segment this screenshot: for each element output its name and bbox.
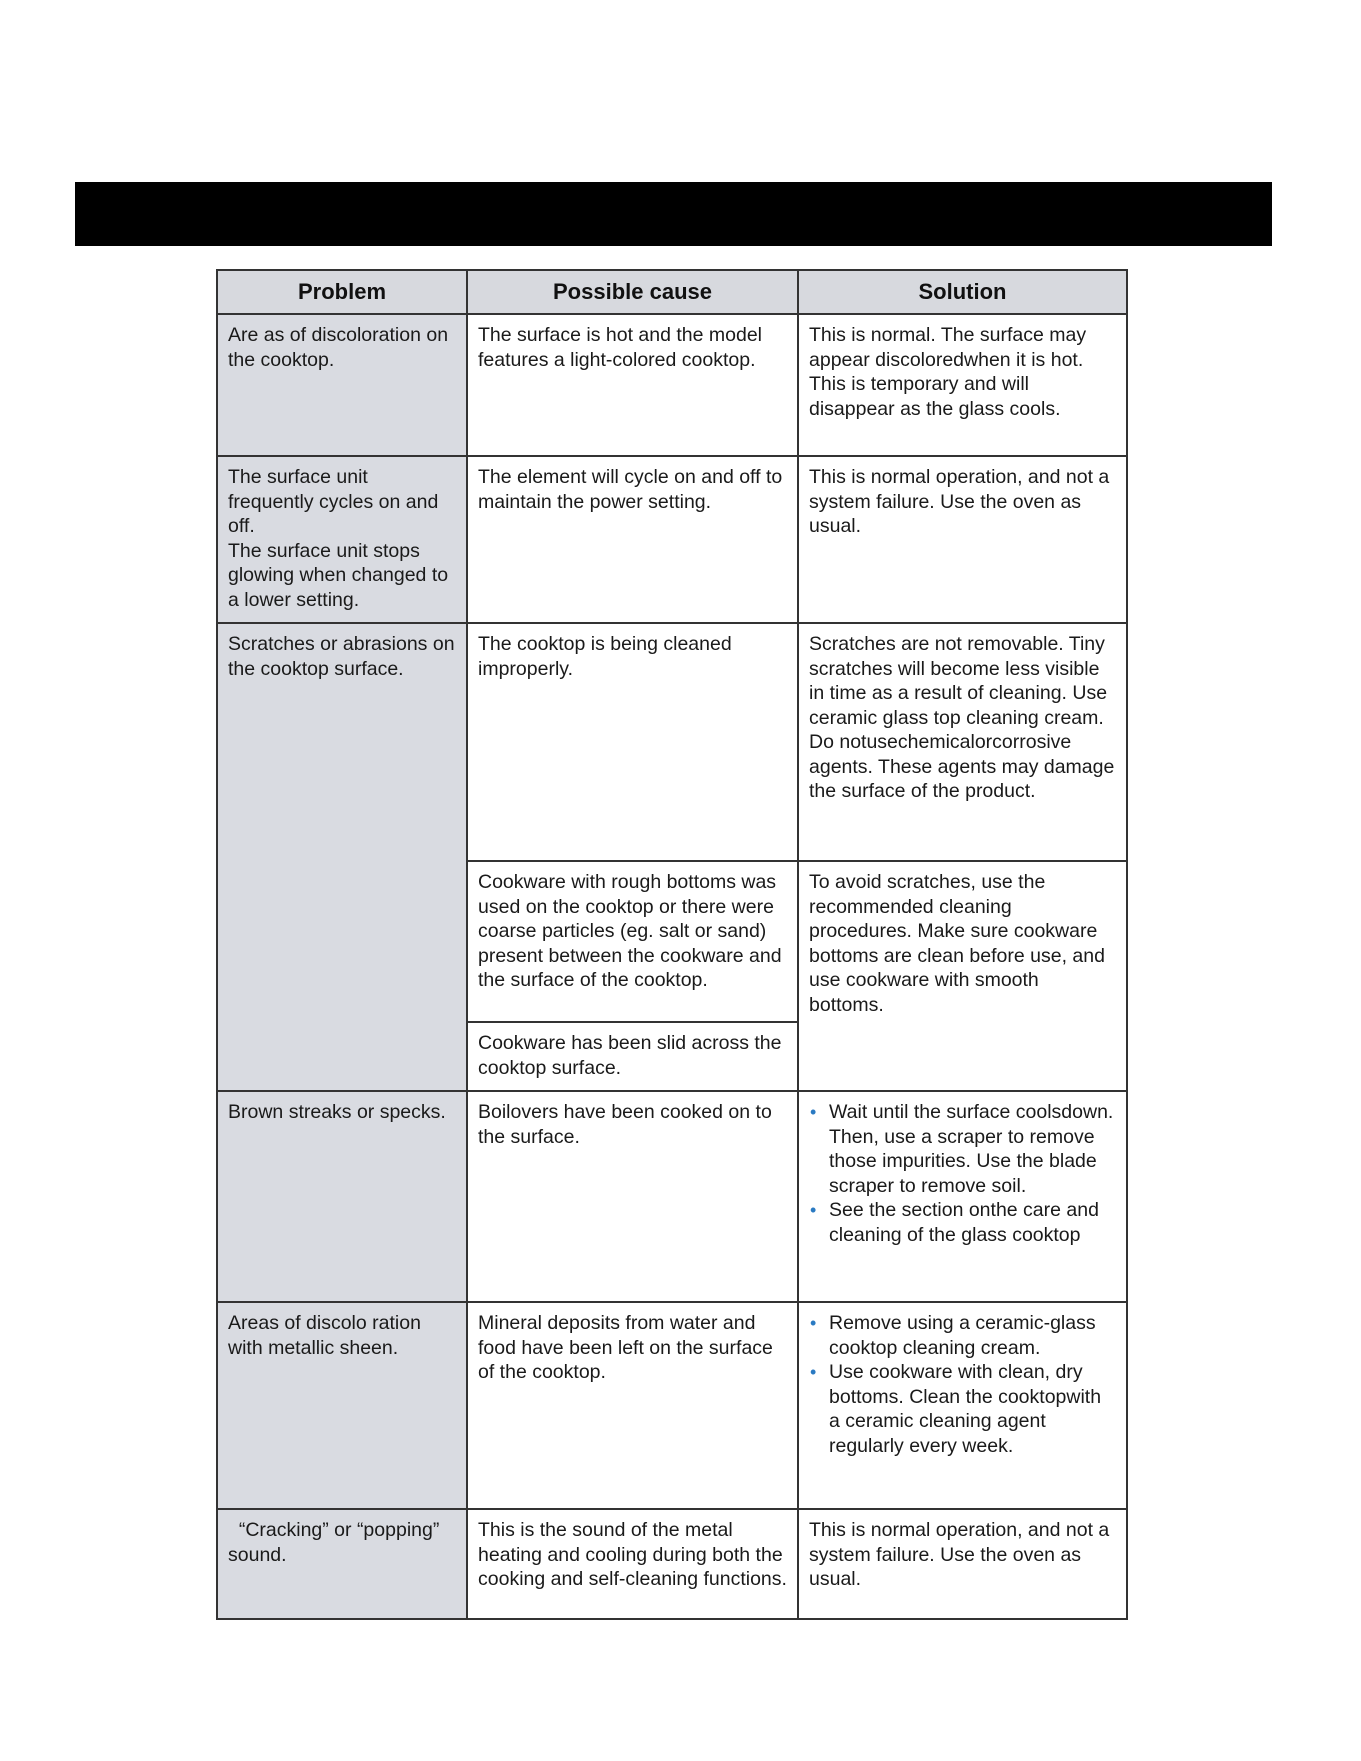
cause-cell: Cookware has been slid across the cooktop surface. bbox=[467, 1022, 798, 1091]
bullet-dot-icon: • bbox=[810, 1313, 817, 1333]
solution-bullet-list bbox=[809, 1311, 1117, 1458]
table-row bbox=[217, 623, 1127, 861]
table-row bbox=[217, 1509, 1127, 1619]
solution-bullet bbox=[809, 1198, 1117, 1247]
troubleshooting-table bbox=[216, 269, 1128, 1620]
problem-cell: Areas of discolo ration with metallic sheen. bbox=[217, 1302, 467, 1509]
cause-cell: Mineral deposits from water and food have been left on the surface of the cooktop. bbox=[467, 1302, 798, 1509]
section-header-bar bbox=[75, 182, 1272, 246]
cause-cell: The element will cycle on and off to maintain the power setting. bbox=[467, 456, 798, 623]
bullet-text: Use cookware with clean, dry bottoms. Clean the cooktopwith a ceramic cleaning agent regularly every week. bbox=[829, 1361, 1102, 1457]
solution-cell: Scratches are not removable. Tiny scratches will become less visible in time as a result of cleaning. Use ceramic glass top cleaning cream. Do notusechemicalorcorrosive agents. These agents may damage the surface of the product. bbox=[798, 623, 1127, 861]
cause-cell: Boilovers have been cooked on to the surface. bbox=[467, 1091, 798, 1302]
solution-bullet bbox=[809, 1360, 1117, 1458]
solution-bullet-list bbox=[809, 1100, 1117, 1247]
table-header-row bbox=[217, 270, 1127, 314]
solution-cell bbox=[798, 1091, 1127, 1302]
problem-line: The surface unit stops glowing when changed to a lower setting. bbox=[228, 539, 449, 611]
table-row bbox=[217, 456, 1127, 623]
cause-cell: Cookware with rough bottoms was used on the cooktop or there were coarse particles (eg. salt or sand) present between the cookware and the surface of the cooktop. bbox=[467, 861, 798, 1022]
bullet-text: See the section onthe care and cleaning of the glass cooktop bbox=[829, 1199, 1099, 1246]
bullet-dot-icon: • bbox=[810, 1362, 817, 1382]
bullet-dot-icon: • bbox=[810, 1200, 817, 1220]
solution-cell: This is normal operation, and not a system failure. Use the oven as usual. bbox=[798, 1509, 1127, 1619]
cause-cell: This is the sound of the metal heating and cooling during both the cooking and self-cleaning functions. bbox=[467, 1509, 798, 1619]
header-problem: Problem bbox=[217, 270, 467, 314]
solution-cell bbox=[798, 1302, 1127, 1509]
table-row bbox=[217, 1302, 1127, 1509]
solution-cell: This is normal operation, and not a system failure. Use the oven as usual. bbox=[798, 456, 1127, 623]
bullet-dot-icon: • bbox=[810, 1102, 817, 1122]
solution-bullet bbox=[809, 1100, 1117, 1198]
problem-cell: Scratches or abrasions on the cooktop surface. bbox=[217, 623, 467, 1091]
bullet-text: Wait until the surface coolsdown. Then, use a scraper to remove those impurities. Use the blade scraper to remove soil. bbox=[829, 1101, 1114, 1197]
problem-cell: “Cracking” or “popping” sound. bbox=[217, 1509, 467, 1619]
problem-line: The surface unit frequently cycles on and off. bbox=[228, 466, 439, 537]
problem-cell: Brown streaks or specks. bbox=[217, 1091, 467, 1302]
header-solution: Solution bbox=[798, 270, 1127, 314]
table-row bbox=[217, 314, 1127, 456]
problem-cell bbox=[217, 456, 467, 623]
bullet-text: Remove using a ceramic-glass cooktop cleaning cream. bbox=[829, 1312, 1096, 1359]
problem-cell: Are as of discoloration on the cooktop. bbox=[217, 314, 467, 456]
cause-cell: The surface is hot and the model features a light-colored cooktop. bbox=[467, 314, 798, 456]
solution-bullet bbox=[809, 1311, 1117, 1360]
solution-cell: To avoid scratches, use the recommended cleaning procedures. Make sure cookware bottoms are clean before use, and use cookware with smooth bottoms. bbox=[798, 861, 1127, 1091]
header-possible-cause: Possible cause bbox=[467, 270, 798, 314]
solution-cell: This is normal. The surface may appear discoloredwhen it is hot. This is temporary and will disappear as the glass cools. bbox=[798, 314, 1127, 456]
table-row bbox=[217, 1091, 1127, 1302]
cause-cell: The cooktop is being cleaned improperly. bbox=[467, 623, 798, 861]
